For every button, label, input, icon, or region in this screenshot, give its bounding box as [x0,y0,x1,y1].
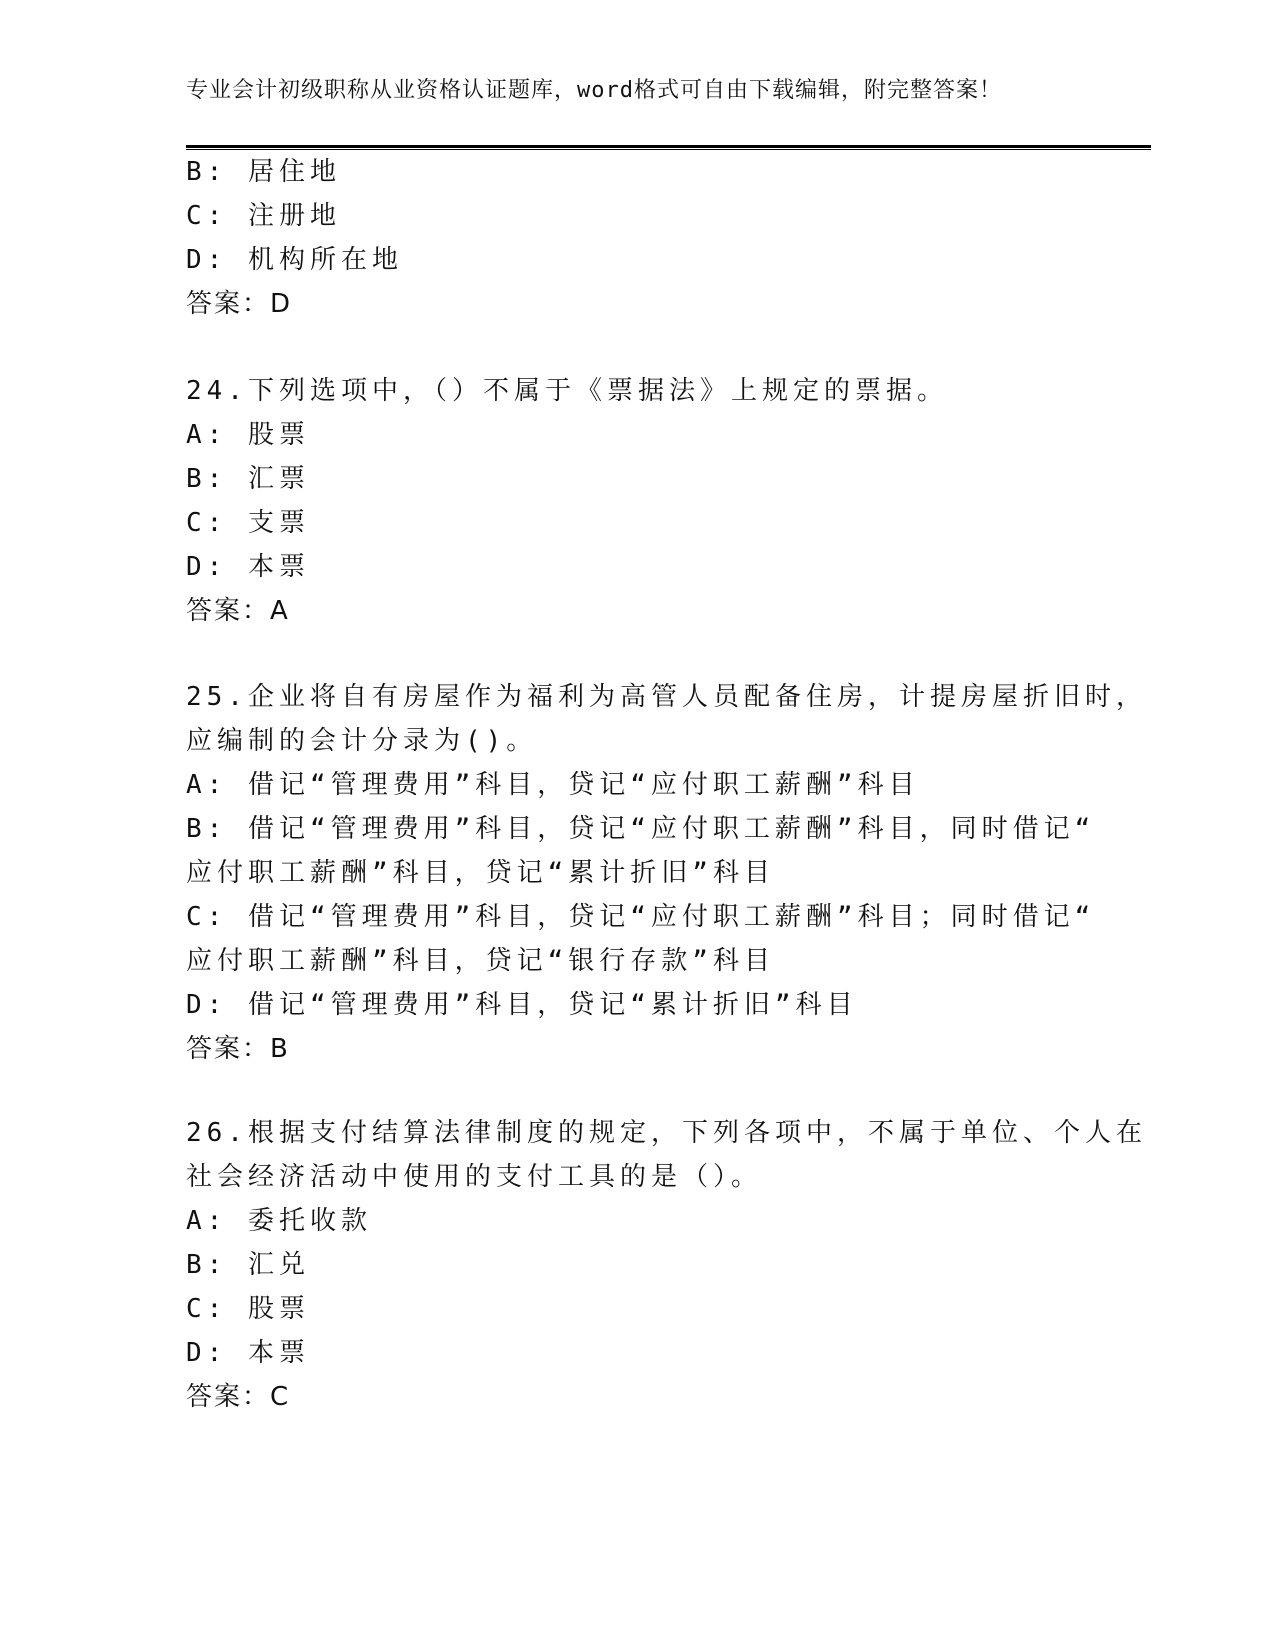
option-line: C: 借记“管理费用”科目，贷记“应付职工薪酬”科目；同时借记“ [186,902,1096,932]
answer-line: 答案：A [186,596,290,626]
option-line: A: 借记“管理费用”科目，贷记“应付职工薪酬”科目 [186,770,920,800]
option-line: 应付职工薪酬”科目，贷记“累计折旧”科目 [186,858,775,888]
option-line: 应付职工薪酬”科目，贷记“银行存款”科目 [186,946,775,976]
option-line: B: 汇兑 [186,1250,310,1280]
question-stem: 26.根据支付结算法律制度的规定，下列各项中，不属于单位、个人在 [186,1118,1147,1148]
header-divider [186,145,1151,150]
question-stem: 24.下列选项中，（）不属于《票据法》上规定的票据。 [186,376,948,406]
option-line: D: 本票 [186,1338,310,1368]
question-stem: 社会经济活动中使用的支付工具的是（）。 [186,1162,763,1192]
page-header: 专业会计初级职称从业资格认证题库，word格式可自由下载编辑，附完整答案！ [186,78,1002,103]
option-line: C: 注册地 [186,201,341,231]
answer-line: 答案：B [186,1034,290,1064]
question-stem: 25.企业将自有房屋作为福利为高管人员配备住房，计提房屋折旧时， [186,682,1147,712]
option-line: A: 股票 [186,420,310,450]
option-line: A: 委托收款 [186,1206,372,1236]
option-line: C: 支票 [186,508,310,538]
option-line: C: 股票 [186,1294,310,1324]
answer-line: 答案：C [186,1382,291,1412]
question-stem: 应编制的会计分录为()。 [186,726,538,756]
answer-line: 答案：D [186,289,293,319]
option-line: B: 借记“管理费用”科目，贷记“应付职工薪酬”科目，同时借记“ [186,814,1096,844]
option-line: B: 汇票 [186,464,310,494]
option-line: D: 借记“管理费用”科目，贷记“累计折旧”科目 [186,990,858,1020]
option-line: D: 本票 [186,552,310,582]
option-line: D: 机构所在地 [186,245,403,275]
option-line: B: 居住地 [186,157,341,187]
